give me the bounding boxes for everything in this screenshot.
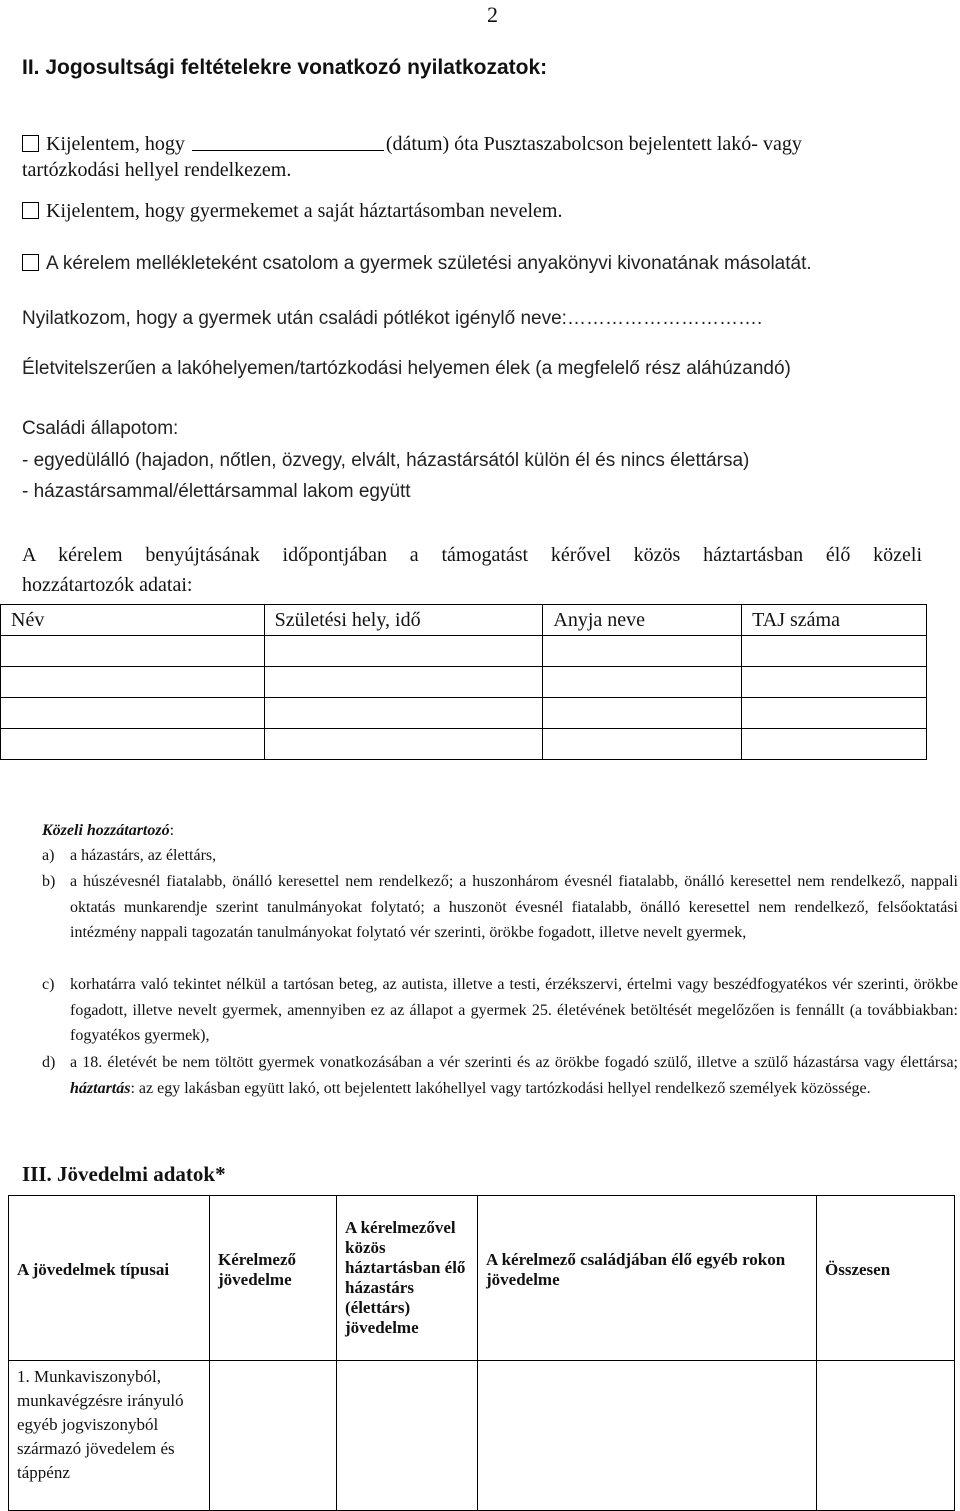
table-row (1, 636, 927, 667)
table-cell[interactable] (1, 698, 265, 729)
table-row (1, 729, 927, 760)
table-row (1, 667, 927, 698)
table-cell[interactable] (264, 729, 543, 760)
table-cell[interactable] (337, 1361, 478, 1511)
note-c: korhatárra való tekintet nélkül a tartósan beteg, az autista, illetve a testi, érzékszervi, értelmi vagy beszédfogyatékos vér szerinti, örökbe fogadott, illetve nevelt gyermek, amennyiben ez az állapot a gyermek 25. életévének betöltését megelőzően is fennállt (a továbbiakban: fogyatékos gyermek), (70, 976, 958, 1044)
column-header-total: Összesen (817, 1196, 955, 1361)
section-3-title: III. Jövedelmi adatok* (22, 1162, 226, 1186)
household-intro-line2: hozzátartozók adatai: (22, 574, 193, 596)
declaration-residence-date (22, 133, 802, 156)
note-label: a) (42, 847, 55, 864)
table-cell[interactable] (478, 1361, 817, 1511)
page-number: 2 (487, 2, 498, 27)
note-a: a házastárs, az élettárs, (70, 847, 217, 864)
column-header-birth: Születési hely, idő (264, 605, 543, 636)
table-header-row (1, 605, 927, 636)
table-cell[interactable] (1, 636, 265, 667)
marital-status-label: Családi állapotom: (22, 418, 179, 439)
notes-title: Közeli hozzátartozó: (42, 822, 175, 839)
table-cell[interactable] (264, 636, 543, 667)
relatives-table (0, 604, 927, 760)
declaration-text: A kérelem mellékleteként csatolom a gyermek születési anyakönyvi kivonatának másolatát. (46, 253, 812, 274)
checkbox-birth-certificate[interactable] (22, 254, 39, 271)
table-row (1, 698, 927, 729)
section-2-title: II. Jogosultsági feltételekre vonatkozó nyilatkozatok: (22, 56, 548, 79)
declaration-line2: tartózkodási hellyel rendelkezem. (22, 159, 292, 181)
column-header-taj: TAJ száma (742, 605, 927, 636)
table-cell[interactable] (210, 1361, 337, 1511)
column-header-applicant: Kérelmező jövedelme (210, 1196, 337, 1361)
note-label: c) (42, 976, 55, 993)
table-cell[interactable] (264, 698, 543, 729)
declaration-raising-child (22, 200, 562, 223)
note-d: a 18. életévét be nem töltött gyermek vonatkozásában a vér szerinti és az örökbe fogadó szülő, illetve a szülő házastársa vagy élettársa; háztartás: az egy lakásban együtt lakó, ott bejelentett lakóhellyel vagy tartózkodási hellyel rendelkező személyek közössége. (70, 1054, 958, 1097)
household-intro: A kérelem benyújtásának időpontjában a támogatást kérővel közös háztartásban élő közeli (22, 544, 922, 566)
note-label: d) (42, 1054, 56, 1071)
table-cell[interactable] (543, 667, 742, 698)
column-header-spouse: A kérelmezővel közös háztartásban élő házastárs (élettárs) jövedelme (337, 1196, 478, 1361)
table-cell[interactable] (543, 729, 742, 760)
declaration-text: Kijelentem, hogy gyermekemet a saját háztartásomban nevelem. (46, 200, 563, 222)
declaration-text: Kijelentem, hogy (46, 133, 185, 155)
income-row-label: 1. Munkaviszonyból, munkavégzésre irányuló egyéb jogviszonyból származó jövedelem és táppénz (9, 1361, 210, 1511)
income-table (8, 1195, 955, 1511)
column-header-name: Név (1, 605, 265, 636)
table-cell[interactable] (742, 729, 927, 760)
marital-option-single[interactable]: - egyedülálló (hajadon, nőtlen, özvegy, elvált, házastársától külön él és nincs élettársa) (22, 450, 750, 471)
column-header-income-type: A jövedelmek típusai (9, 1196, 210, 1361)
marital-option-together[interactable]: - házastársammal/élettársammal lakom együtt (22, 481, 411, 502)
table-cell[interactable] (1, 667, 265, 698)
note-b: a húszévesnél fiatalabb, önálló keresettel nem rendelkező; a huszonhárom évesnél fiatalabb, önálló keresettel nem rendelkező, nappali oktatás munkarendje szerint tanulmányokat folytató; a huszonöt évesnél fiatalabb, önálló keresettel nem rendelkező, felsőoktatási intézmény nappali tagozatán tanulmányokat folytató vér szerinti, örökbe fogadott, illetve nevelt gyermek, (70, 873, 958, 941)
table-cell[interactable] (817, 1361, 955, 1511)
claimant-name-line: Nyilatkozom, hogy a gyermek után családi pótlékot igénylő neve:…………………………. (22, 308, 763, 329)
table-cell[interactable] (264, 667, 543, 698)
column-header-relatives: A kérelmező családjában élő egyéb rokon jövedelme (478, 1196, 817, 1361)
checkbox-raising-child[interactable] (22, 202, 39, 219)
table-cell[interactable] (742, 698, 927, 729)
note-label: b) (42, 873, 56, 890)
declaration-birth-certificate (22, 253, 812, 275)
table-cell[interactable] (543, 636, 742, 667)
declaration-text: (dátum) óta Pusztaszabolcson bejelentett lakó- vagy (385, 133, 802, 155)
table-header-row (9, 1196, 955, 1361)
checkbox-residence[interactable] (22, 135, 39, 152)
table-cell[interactable] (742, 667, 927, 698)
table-cell[interactable] (543, 698, 742, 729)
column-header-mother: Anyja neve (543, 605, 742, 636)
residence-statement: Életvitelszerűen a lakóhelyemen/tartózkodási helyemen élek (a megfelelő rész aláhúzandó) (22, 358, 791, 379)
date-blank-field[interactable] (192, 134, 384, 151)
table-row (9, 1361, 955, 1511)
table-cell[interactable] (742, 636, 927, 667)
table-cell[interactable] (1, 729, 265, 760)
